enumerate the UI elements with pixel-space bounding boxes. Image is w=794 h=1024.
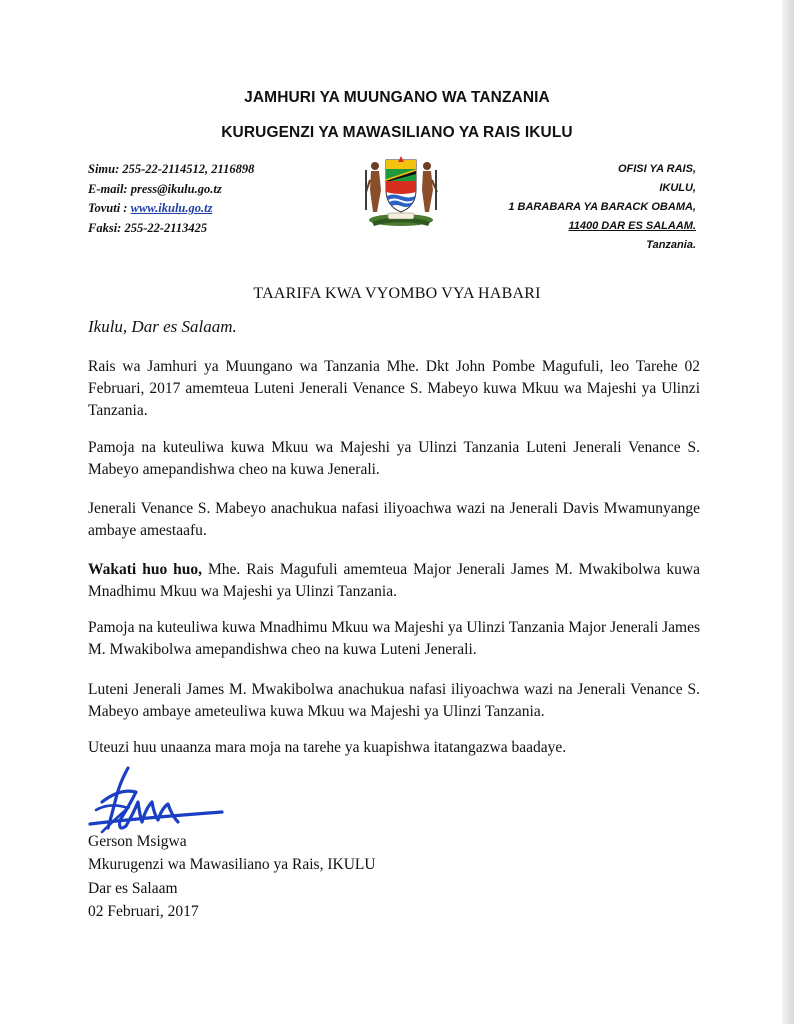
website-link[interactable]: www.ikulu.go.tz (130, 201, 213, 215)
paragraph-5: Pamoja na kuteuliwa kuwa Mnadhimu Mkuu wa Majeshi ya Ulinzi Tanzania Major Jenerali James M. Mwakibolwa amepandishwa cheo na kuwa Luteni Jenerali. (88, 619, 701, 658)
release-place: Ikulu, Dar es Salaam. (88, 317, 237, 336)
phone-value: 255-22-2114512, 2116898 (122, 162, 255, 176)
signatory-name: Gerson Msigwa (88, 833, 187, 850)
page-edge-shadow (782, 0, 794, 1024)
paragraph-1: Rais wa Jamhuri ya Muungano wa Tanzania Mhe. Dkt John Pombe Magufuli, leo Tarehe 02 Februari, 2017 amemteua Luteni Jenerali Venance S. Mabeyo kuwa Mkuu wa Majeshi ya Ulinzi Tanzania. (88, 358, 700, 419)
address-line-5: Tanzania. (646, 239, 696, 251)
tanzania-coat-of-arms-icon (358, 150, 444, 228)
signoff-date: 02 Februari, 2017 (88, 903, 199, 920)
paragraph-3: Jenerali Venance S. Mabeyo anachukua nafasi iliyoachwa wazi na Jenerali Davis Mwamunyange ambaye amestaafu. (88, 500, 700, 539)
website-line (88, 199, 254, 219)
press-release-title: TAARIFA KWA VYOMBO VYA HABARI (253, 285, 541, 302)
handwritten-signature-icon (80, 762, 230, 842)
paragraph-4-body: Mhe. Rais Magufuli amemteua Major Jenerali James M. Mwakibolwa kuwa Mnadhimu Mkuu wa Majeshi ya Ulinzi Tanzania. (88, 561, 700, 600)
address-line-2: IKULU, (659, 182, 696, 194)
website-label: Tovuti : (88, 201, 128, 215)
email-line (88, 180, 254, 200)
directorate-title: KURUGENZI YA MAWASILIANO YA RAIS IKULU (221, 124, 573, 141)
signatory-title: Mkurugenzi wa Mawasiliano ya Rais, IKULU (88, 856, 376, 873)
fax-value: 255-22-2113425 (124, 220, 208, 235)
contact-block (88, 160, 254, 238)
fax-label: Faksi: (88, 220, 122, 235)
paragraph-2: Pamoja na kuteuliwa kuwa Mkuu wa Majeshi ya Ulinzi Tanzania Luteni Jenerali Venance S. Mabeyo amepandishwa cheo na kuwa Jenerali. (88, 439, 700, 478)
address-line-3: 1 BARABARA YA BARACK OBAMA, (508, 201, 696, 213)
country-title: JAMHURI YA MUUNGANO WA TANZANIA (244, 89, 550, 106)
paragraph-6: Luteni Jenerali James M. Mwakibolwa anachukua nafasi iliyoachwa wazi na Jenerali Venance S. Mabeyo ambaye ameteuliwa kuwa Mkuu wa Majeshi ya Ulinzi Tanzania. (88, 681, 700, 720)
phone-label: Simu: (88, 162, 120, 176)
paragraph-4-lead: Wakati huo huo, (88, 561, 203, 578)
address-line-4: 11400 DAR ES SALAAM. (568, 220, 696, 232)
email-label: E-mail: (88, 181, 128, 196)
address-line-1: OFISI YA RAIS, (617, 163, 696, 175)
signoff-place: Dar es Salaam (88, 880, 178, 897)
fax-line (88, 219, 254, 239)
email-value: press@ikulu.go.tz (130, 181, 222, 196)
paragraph-4 (88, 559, 700, 603)
address-block (508, 160, 696, 255)
phone-line (88, 160, 254, 180)
paragraph-7: Uteuzi huu unaanza mara moja na tarehe ya kuapishwa itatangazwa baadaye. (88, 739, 567, 756)
